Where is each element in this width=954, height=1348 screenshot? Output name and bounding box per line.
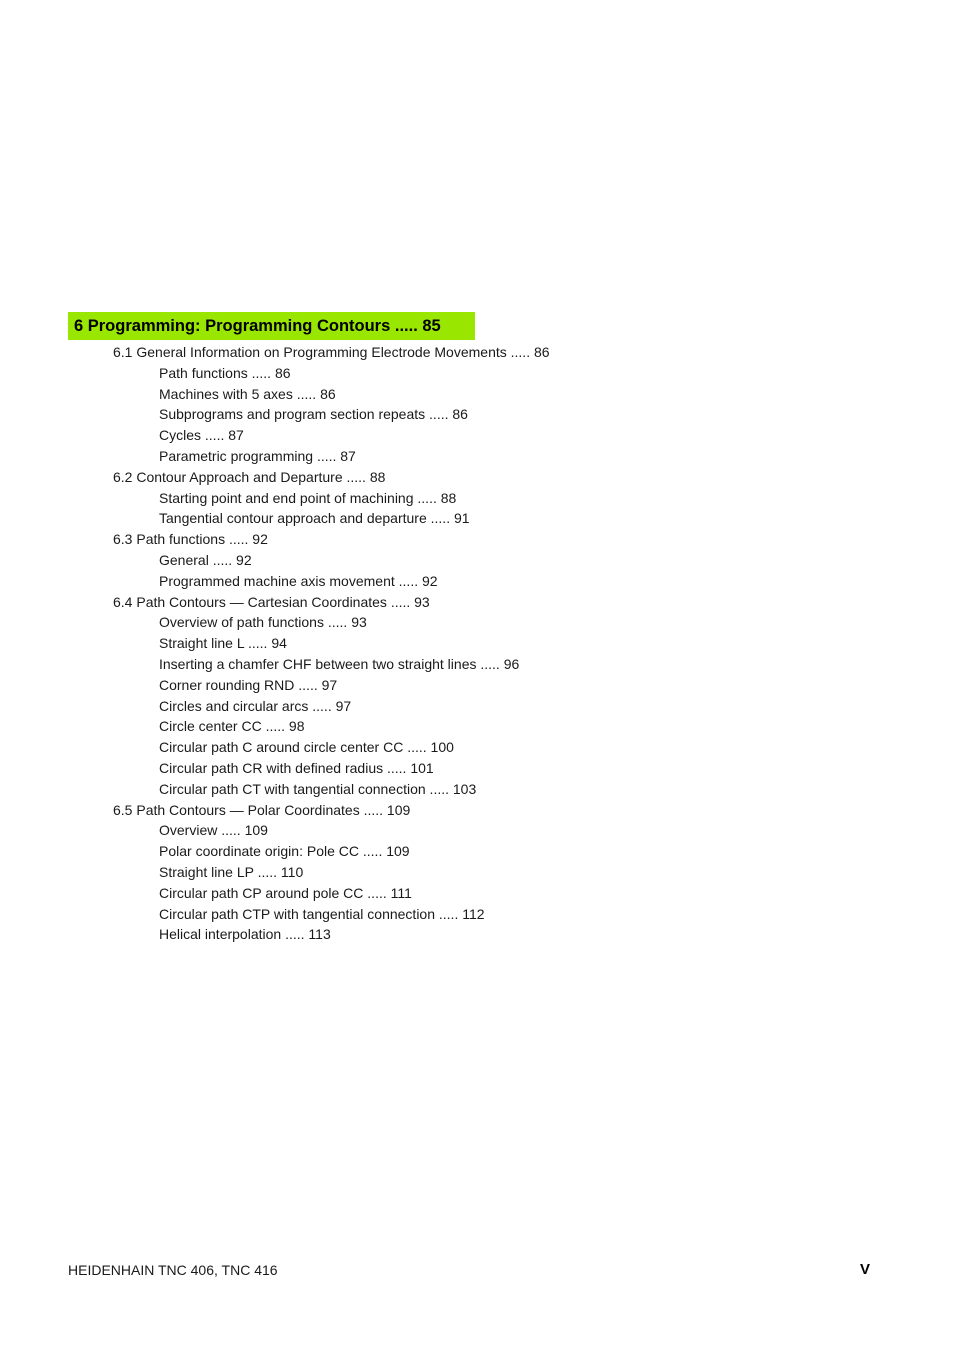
page-number: V: [860, 1261, 871, 1278]
toc-subsection-entry[interactable]: Inserting a chamfer CHF between two straight lines ..... 96: [159, 655, 520, 672]
toc-subsection-entry[interactable]: Machines with 5 axes ..... 86: [159, 385, 336, 402]
toc-subsection-entry[interactable]: Circles and circular arcs ..... 97: [159, 697, 352, 714]
toc-subsection-entry[interactable]: Cycles ..... 87: [159, 427, 244, 444]
toc-subsection-entry[interactable]: Circular path CR with defined radius ..... 101: [159, 759, 434, 776]
toc-subsection-entry[interactable]: Circle center CC ..... 98: [159, 718, 305, 735]
toc-subsection-entry[interactable]: Circular path CP around pole CC ..... 111: [159, 884, 412, 901]
toc-subsection-entry[interactable]: Circular path CTP with tangential connection ..... 112: [159, 905, 485, 922]
toc-subsection-entry[interactable]: Parametric programming ..... 87: [159, 447, 356, 464]
toc-section-entry[interactable]: 6.1 General Information on Programming Electrode Movements ..... 86: [113, 344, 550, 360]
toc-subsection-entry[interactable]: Circular path CT with tangential connection ..... 103: [159, 780, 477, 797]
toc-subsection-entry[interactable]: Straight line L ..... 94: [159, 635, 287, 652]
toc-section-entry[interactable]: 6.4 Path Contours — Cartesian Coordinates ..... 93: [113, 593, 430, 610]
toc-subsection-entry[interactable]: General ..... 92: [159, 551, 252, 568]
toc-subsection-entry[interactable]: Path functions ..... 86: [159, 364, 291, 381]
chapter-heading: 6 Programming: Programming Contours ..... 85: [68, 312, 475, 340]
toc-section-entry[interactable]: 6.2 Contour Approach and Departure ..... 88: [113, 468, 386, 485]
toc-subsection-entry[interactable]: Starting point and end point of machining ..... 88: [159, 489, 457, 506]
toc-subsection-entry[interactable]: Overview ..... 109: [159, 822, 268, 839]
toc-section-entry[interactable]: 6.3 Path functions ..... 92: [113, 531, 268, 548]
toc-section-entry[interactable]: 6.5 Path Contours — Polar Coordinates ..... 109: [113, 801, 411, 818]
footer-product-name: HEIDENHAIN TNC 406, TNC 416: [68, 1262, 278, 1278]
toc-subsection-entry[interactable]: Circular path C around circle center CC ..... 100: [159, 739, 454, 756]
toc-subsection-entry[interactable]: Polar coordinate origin: Pole CC ..... 109: [159, 843, 410, 860]
toc-subsection-entry[interactable]: Corner rounding RND ..... 97: [159, 676, 338, 693]
toc-subsection-entry[interactable]: Helical interpolation ..... 113: [159, 926, 331, 943]
toc-subsection-entry[interactable]: Tangential contour approach and departure ..... 91: [159, 510, 470, 527]
toc-subsection-entry[interactable]: Straight line LP ..... 110: [159, 863, 304, 880]
table-of-contents: [0, 342, 954, 945]
toc-subsection-entry[interactable]: Programmed machine axis movement ..... 92: [159, 572, 438, 589]
toc-subsection-entry[interactable]: Overview of path functions ..... 93: [159, 614, 367, 631]
toc-subsection-entry[interactable]: Subprograms and program section repeats ..... 86: [159, 406, 468, 423]
